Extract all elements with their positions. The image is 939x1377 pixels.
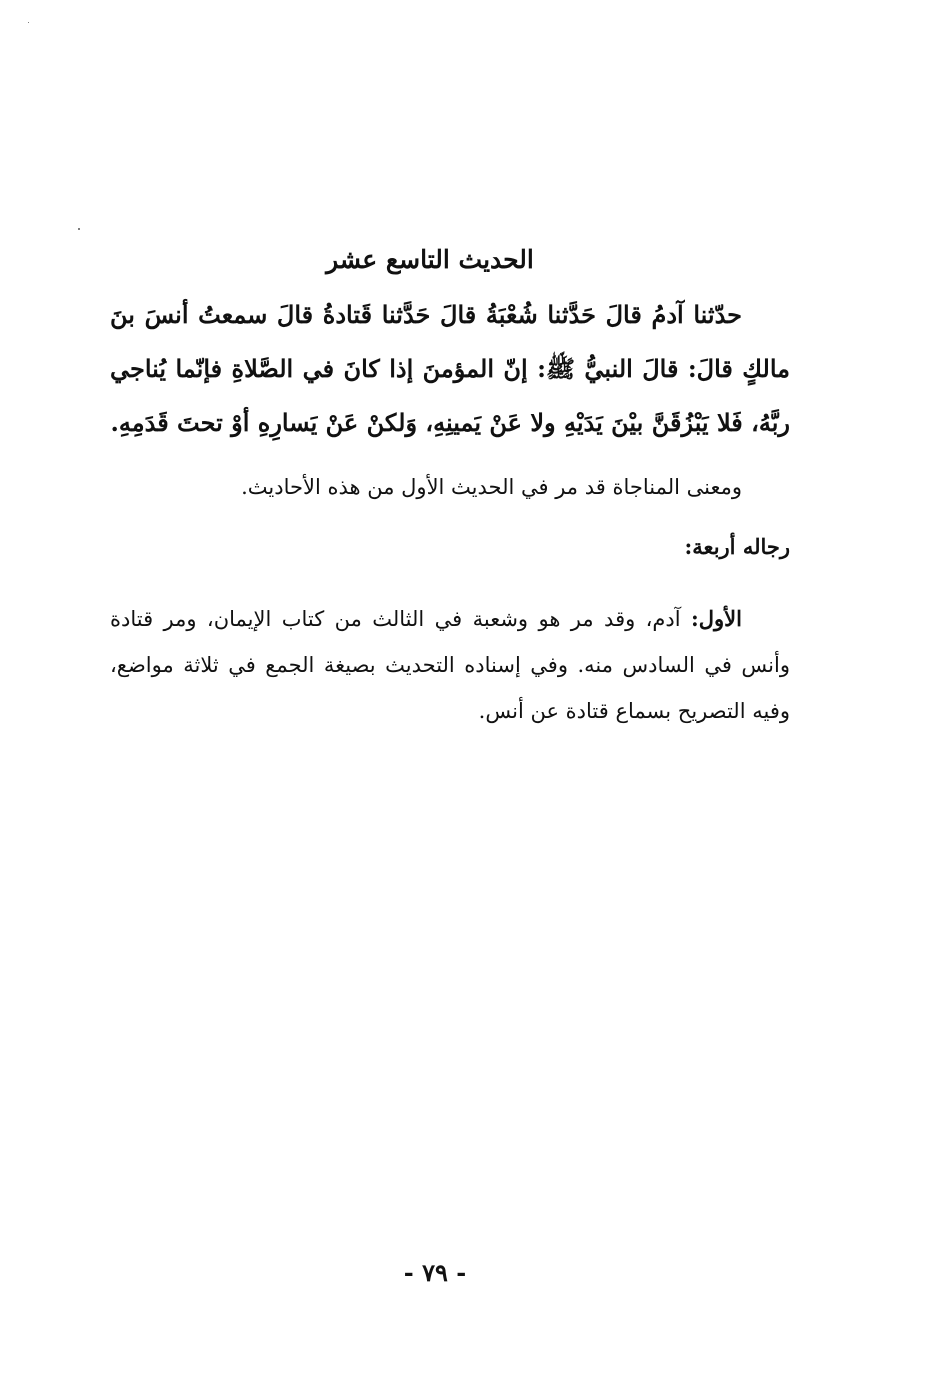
page-number: - ٧٩ - xyxy=(403,1258,467,1287)
first-narrator-text: آدم، وقد مر هو وشعبة في الثالث من كتاب الإيمان، ومر قتادة وأنس في السادس منه. وفي إسناده التحديث بصيغة الجمع في ثلاثة مواضع، وفيه التصريح بسماع قتادة عن أنس. xyxy=(110,607,790,723)
narrators-heading: رجاله أربعة: xyxy=(684,534,790,559)
main-content xyxy=(110,240,790,734)
scan-speck xyxy=(28,22,29,23)
scan-speck xyxy=(78,228,80,230)
first-narrator-lead: الأول: xyxy=(691,606,742,631)
first-narrator-paragraph xyxy=(110,596,790,734)
meaning-paragraph: ومعنى المناجاة قد مر في الحديث الأول من هذه الأحاديث. xyxy=(241,475,742,499)
hadith-title: الحديث التاسع عشر xyxy=(326,245,534,274)
hadith-text: حدّثنا آدمُ قالَ حَدَّثنا شُعْبَةُ قالَ حَدَّثنا قَتادةُ قالَ سمعتُ أنسَ بنَ مالكٍ قالَ: قالَ النبيُّ ﷺ: إنّ المؤمنَ إذا كانَ في الصَّلاةِ فإنّما يُناجي ربَّهُ، فَلا يَبْزُقَنَّ بيْنَ يَدَيْهِ ولا عَنْ يَمينِهِ، وَلكنْ عَنْ يَسارِهِ أوْ تحتَ قَدَمِهِ. xyxy=(110,300,790,437)
